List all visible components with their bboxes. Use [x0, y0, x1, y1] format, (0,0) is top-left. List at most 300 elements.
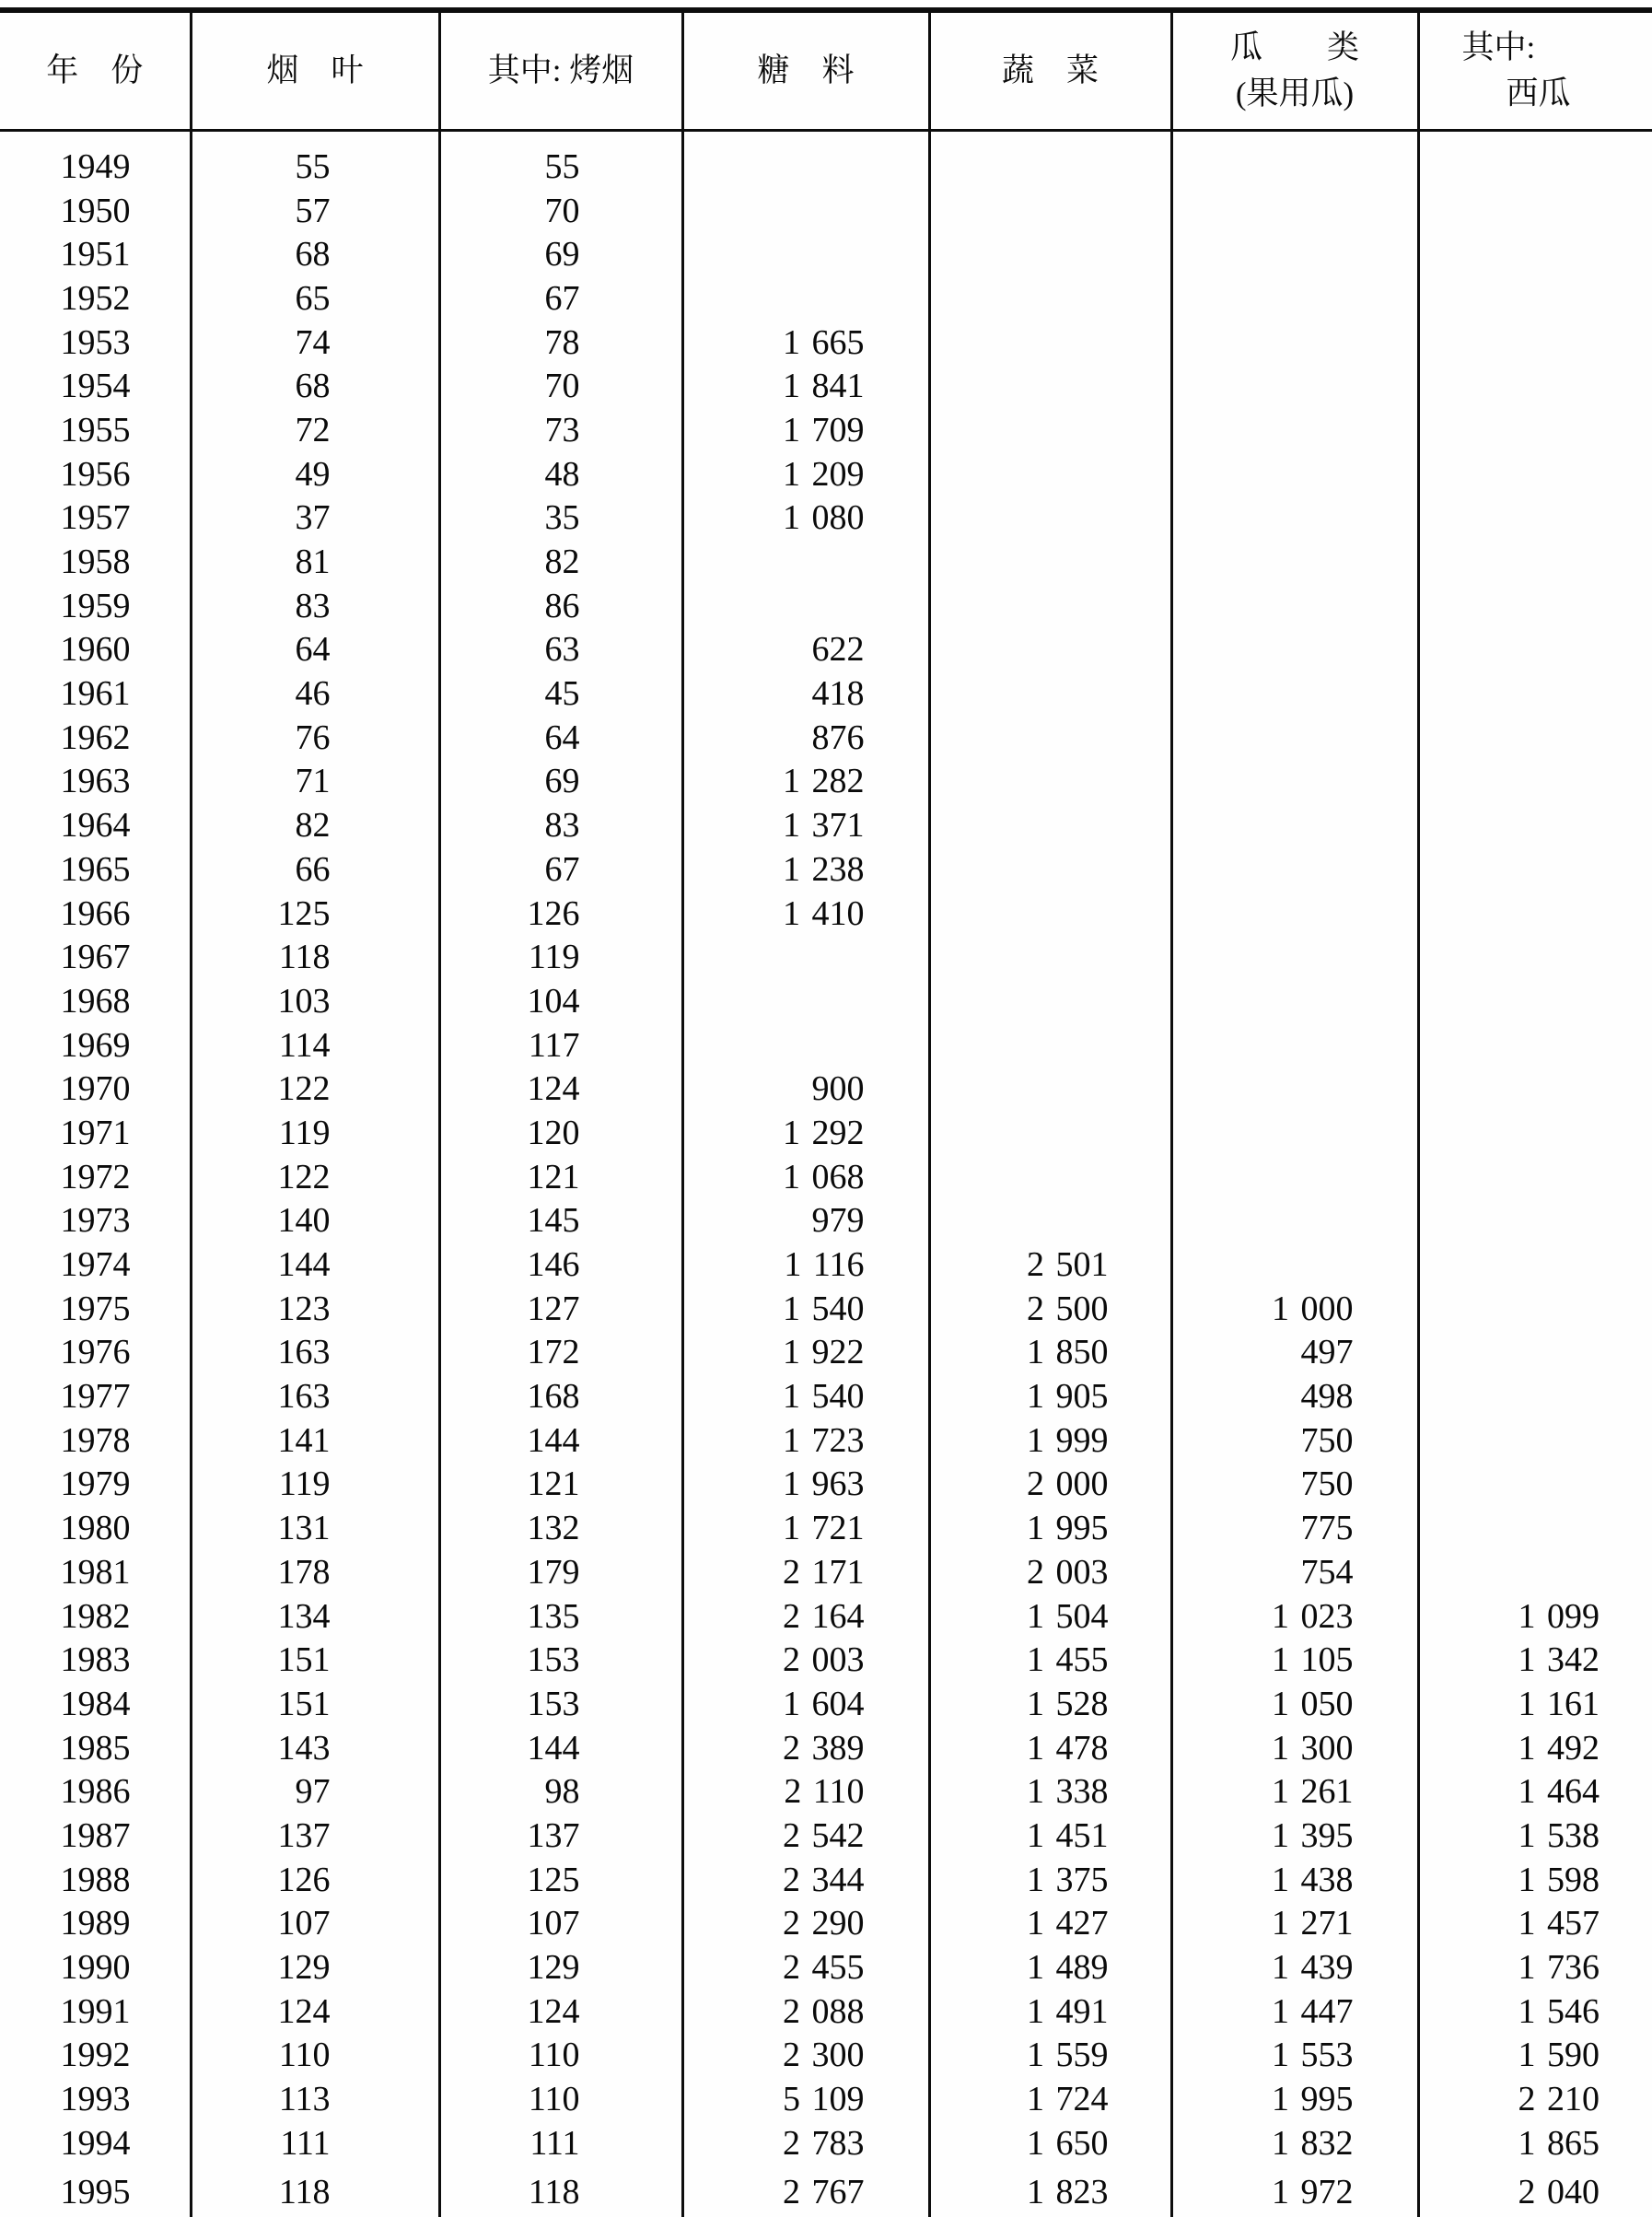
table-row	[0, 716, 1652, 760]
cell-flue-cured-tobacco: 126	[439, 892, 682, 936]
cell-vegetables	[929, 232, 1171, 276]
column-header-year-label: 年 份	[46, 53, 144, 88]
column-header-watermelon-label-line2: 西瓜	[1506, 76, 1571, 111]
cell-flue-cured-tobacco: 35	[439, 496, 682, 541]
cell-flue-cured-tobacco: 64	[439, 716, 682, 760]
cell-year: 1960	[60, 630, 131, 670]
cell-watermelon	[1418, 1463, 1652, 1507]
cell-flue-cured-tobacco: 67	[439, 276, 682, 321]
cell-vegetables: 1 650	[929, 2121, 1171, 2165]
cell-sugar-crops	[682, 584, 929, 628]
cell-year: 1989	[60, 1904, 131, 1943]
cell-watermelon: 1 161	[1418, 1682, 1652, 1726]
column-header-watermelon	[1418, 10, 1652, 131]
cell-sugar-crops: 1 371	[682, 803, 929, 847]
cell-tobacco: 151	[191, 1638, 439, 1682]
cell-watermelon	[1418, 452, 1652, 496]
cell-flue-cured-tobacco: 121	[439, 1155, 682, 1199]
cell-watermelon	[1418, 1199, 1652, 1243]
cell-flue-cured-tobacco: 118	[439, 2165, 682, 2217]
cell-year: 1992	[60, 2036, 131, 2075]
cell-watermelon: 1 598	[1418, 1858, 1652, 1902]
cell-watermelon	[1418, 892, 1652, 936]
cell-watermelon	[1418, 671, 1652, 716]
cell-watermelon	[1418, 1111, 1652, 1155]
table-row	[0, 452, 1652, 496]
cell-flue-cured-tobacco: 127	[439, 1287, 682, 1331]
cell-vegetables	[929, 321, 1171, 365]
cell-year: 1990	[60, 1948, 131, 1988]
cell-sugar-crops: 2 767	[682, 2165, 929, 2217]
cell-melons: 1 105	[1171, 1638, 1418, 1682]
cell-vegetables	[929, 276, 1171, 321]
cell-melons: 1 300	[1171, 1726, 1418, 1770]
cell-year: 1965	[60, 849, 131, 889]
cell-flue-cured-tobacco: 55	[439, 131, 682, 189]
cell-sugar-crops: 1 068	[682, 1155, 929, 1199]
cell-melons	[1171, 1155, 1418, 1199]
cell-melons: 1 995	[1171, 2077, 1418, 2121]
cell-tobacco: 163	[191, 1331, 439, 1375]
cell-melons	[1171, 189, 1418, 233]
cell-tobacco: 126	[191, 1858, 439, 1902]
cell-sugar-crops: 1 721	[682, 1506, 929, 1550]
column-header-melons-label-line1: 瓜 类	[1229, 29, 1359, 65]
table-row	[0, 979, 1652, 1023]
cell-tobacco: 111	[191, 2121, 439, 2165]
cell-vegetables: 1 905	[929, 1374, 1171, 1418]
cell-sugar-crops: 1 292	[682, 1111, 929, 1155]
cell-tobacco: 83	[191, 584, 439, 628]
table-row	[0, 1550, 1652, 1594]
table-row	[0, 2121, 1652, 2165]
cell-melons: 1 553	[1171, 2034, 1418, 2078]
table-row	[0, 1638, 1652, 1682]
cell-vegetables	[929, 892, 1171, 936]
cell-tobacco: 163	[191, 1374, 439, 1418]
cell-flue-cured-tobacco: 48	[439, 452, 682, 496]
cell-year: 1982	[60, 1596, 131, 1636]
column-header-sugar-crops	[682, 10, 929, 131]
cell-tobacco: 151	[191, 1682, 439, 1726]
cell-year: 1972	[60, 1157, 131, 1196]
table-row	[0, 2165, 1652, 2217]
cell-vegetables: 1 375	[929, 1858, 1171, 1902]
cell-watermelon	[1418, 321, 1652, 365]
cell-year: 1975	[60, 1289, 131, 1328]
cell-vegetables: 1 491	[929, 1989, 1171, 2034]
cell-year: 1959	[60, 586, 131, 625]
cell-year: 1976	[60, 1333, 131, 1372]
cell-flue-cured-tobacco: 120	[439, 1111, 682, 1155]
cell-tobacco: 49	[191, 452, 439, 496]
cell-melons	[1171, 321, 1418, 365]
cell-flue-cured-tobacco: 86	[439, 584, 682, 628]
cell-tobacco: 72	[191, 408, 439, 452]
cell-vegetables	[929, 452, 1171, 496]
cell-vegetables: 1 823	[929, 2165, 1171, 2217]
cell-year: 1958	[60, 543, 131, 582]
cell-tobacco: 68	[191, 232, 439, 276]
cell-watermelon: 1 492	[1418, 1726, 1652, 1770]
cell-watermelon	[1418, 1155, 1652, 1199]
cell-vegetables	[929, 935, 1171, 979]
table-row	[0, 189, 1652, 233]
table-row	[0, 935, 1652, 979]
cell-year: 1977	[60, 1377, 131, 1417]
cell-year: 1969	[60, 1025, 131, 1065]
cell-sugar-crops: 1 238	[682, 847, 929, 892]
table-row	[0, 892, 1652, 936]
cell-melons	[1171, 803, 1418, 847]
cell-flue-cured-tobacco: 172	[439, 1331, 682, 1375]
cell-year: 1971	[60, 1113, 131, 1152]
cell-vegetables: 2 000	[929, 1463, 1171, 1507]
table-row	[0, 1945, 1652, 1989]
cell-tobacco: 76	[191, 716, 439, 760]
column-header-sugar-crops-label: 糖 料	[757, 53, 855, 88]
cell-sugar-crops: 2 171	[682, 1550, 929, 1594]
cell-melons	[1171, 1243, 1418, 1287]
cell-year: 1950	[60, 191, 131, 230]
cell-tobacco: 64	[191, 628, 439, 672]
cell-flue-cured-tobacco: 110	[439, 2034, 682, 2078]
cell-tobacco: 68	[191, 364, 439, 408]
column-header-tobacco	[191, 10, 439, 131]
table-row	[0, 2034, 1652, 2078]
cell-melons: 1 972	[1171, 2165, 1418, 2217]
cell-vegetables: 1 559	[929, 2034, 1171, 2078]
cell-melons: 750	[1171, 1418, 1418, 1463]
table-row	[0, 1814, 1652, 1858]
cell-sugar-crops: 900	[682, 1067, 929, 1111]
cell-year: 1994	[60, 2123, 131, 2163]
cell-flue-cured-tobacco: 146	[439, 1243, 682, 1287]
cell-watermelon: 1 546	[1418, 1989, 1652, 2034]
cell-year: 1985	[60, 1728, 131, 1768]
cell-melons: 754	[1171, 1550, 1418, 1594]
cell-year: 1953	[60, 322, 131, 362]
cell-sugar-crops: 1 080	[682, 496, 929, 541]
cell-sugar-crops: 1 410	[682, 892, 929, 936]
cell-melons	[1171, 584, 1418, 628]
cell-sugar-crops: 2 088	[682, 1989, 929, 2034]
cell-vegetables: 1 528	[929, 1682, 1171, 1726]
cell-melons	[1171, 496, 1418, 541]
cell-flue-cured-tobacco: 111	[439, 2121, 682, 2165]
column-header-melons	[1171, 10, 1418, 131]
cell-vegetables	[929, 1067, 1171, 1111]
cell-tobacco: 119	[191, 1463, 439, 1507]
cell-year: 1991	[60, 1991, 131, 2031]
cell-sugar-crops: 876	[682, 716, 929, 760]
cell-sugar-crops: 1 540	[682, 1374, 929, 1418]
cell-tobacco: 144	[191, 1243, 439, 1287]
cell-vegetables	[929, 628, 1171, 672]
table-row	[0, 628, 1652, 672]
cell-vegetables: 1 451	[929, 1814, 1171, 1858]
cell-vegetables	[929, 408, 1171, 452]
cell-melons	[1171, 847, 1418, 892]
cell-sugar-crops: 1 665	[682, 321, 929, 365]
cell-year: 1995	[60, 2172, 131, 2211]
cell-vegetables	[929, 584, 1171, 628]
cell-flue-cured-tobacco: 153	[439, 1682, 682, 1726]
cell-vegetables	[929, 760, 1171, 804]
cell-melons: 1 023	[1171, 1594, 1418, 1639]
table-row	[0, 1374, 1652, 1418]
cell-watermelon: 1 342	[1418, 1638, 1652, 1682]
table-row	[0, 1287, 1652, 1331]
column-header-year	[0, 10, 191, 131]
cell-melons: 1 395	[1171, 1814, 1418, 1858]
cell-sugar-crops: 1 922	[682, 1331, 929, 1375]
cell-year: 1966	[60, 893, 131, 933]
cell-watermelon	[1418, 364, 1652, 408]
cell-flue-cured-tobacco: 135	[439, 1594, 682, 1639]
cell-melons: 775	[1171, 1506, 1418, 1550]
table-row	[0, 408, 1652, 452]
cell-watermelon	[1418, 716, 1652, 760]
table-row	[0, 1418, 1652, 1463]
cell-year: 1981	[60, 1552, 131, 1592]
cell-vegetables: 2 501	[929, 1243, 1171, 1287]
cell-melons	[1171, 760, 1418, 804]
cell-melons: 1 447	[1171, 1989, 1418, 2034]
cell-flue-cured-tobacco: 121	[439, 1463, 682, 1507]
cell-watermelon: 1 590	[1418, 2034, 1652, 2078]
cell-sugar-crops: 418	[682, 671, 929, 716]
cell-watermelon	[1418, 540, 1652, 584]
cell-watermelon	[1418, 584, 1652, 628]
table-row	[0, 1594, 1652, 1639]
cell-sugar-crops: 1 709	[682, 408, 929, 452]
cell-melons	[1171, 671, 1418, 716]
cell-watermelon: 1 464	[1418, 1769, 1652, 1814]
cell-flue-cured-tobacco: 144	[439, 1726, 682, 1770]
header-row	[0, 10, 1652, 131]
cell-sugar-crops	[682, 232, 929, 276]
cell-melons	[1171, 892, 1418, 936]
column-header-vegetables	[929, 10, 1171, 131]
cell-melons	[1171, 408, 1418, 452]
cell-tobacco: 110	[191, 2034, 439, 2078]
cell-year: 1955	[60, 410, 131, 449]
cell-tobacco: 74	[191, 321, 439, 365]
cell-melons	[1171, 1023, 1418, 1068]
cell-sugar-crops: 1 723	[682, 1418, 929, 1463]
cell-tobacco: 103	[191, 979, 439, 1023]
table-row	[0, 1506, 1652, 1550]
cell-flue-cured-tobacco: 69	[439, 760, 682, 804]
cell-vegetables	[929, 189, 1171, 233]
cell-vegetables: 1 504	[929, 1594, 1171, 1639]
cell-tobacco: 55	[191, 131, 439, 189]
cell-melons: 1 050	[1171, 1682, 1418, 1726]
cell-tobacco: 37	[191, 496, 439, 541]
table-header	[0, 10, 1652, 131]
cell-flue-cured-tobacco: 124	[439, 1989, 682, 2034]
cell-watermelon: 2 210	[1418, 2077, 1652, 2121]
cell-vegetables: 1 995	[929, 1506, 1171, 1550]
cell-flue-cured-tobacco: 144	[439, 1418, 682, 1463]
cell-year: 1984	[60, 1684, 131, 1723]
table-row	[0, 1111, 1652, 1155]
cell-vegetables	[929, 1155, 1171, 1199]
cell-tobacco: 114	[191, 1023, 439, 1068]
cell-tobacco: 124	[191, 1989, 439, 2034]
cell-year: 1986	[60, 1772, 131, 1812]
cell-watermelon	[1418, 1374, 1652, 1418]
cell-flue-cured-tobacco: 145	[439, 1199, 682, 1243]
table-row	[0, 1463, 1652, 1507]
cell-year: 1954	[60, 367, 131, 406]
table-row	[0, 671, 1652, 716]
table-row	[0, 1858, 1652, 1902]
cell-sugar-crops: 2 344	[682, 1858, 929, 1902]
cell-sugar-crops: 1 116	[682, 1243, 929, 1287]
cell-year: 1949	[60, 146, 131, 186]
cell-watermelon	[1418, 1506, 1652, 1550]
cell-melons: 750	[1171, 1463, 1418, 1507]
cell-watermelon	[1418, 1023, 1652, 1068]
cell-watermelon	[1418, 496, 1652, 541]
cell-flue-cured-tobacco: 168	[439, 1374, 682, 1418]
cell-flue-cured-tobacco: 70	[439, 364, 682, 408]
crops-sown-area-table	[0, 7, 1652, 2217]
cell-vegetables: 1 850	[929, 1331, 1171, 1375]
table-body	[0, 131, 1652, 2217]
cell-watermelon	[1418, 1550, 1652, 1594]
cell-watermelon	[1418, 1287, 1652, 1331]
cell-year: 1974	[60, 1245, 131, 1285]
cell-watermelon	[1418, 232, 1652, 276]
cell-vegetables: 1 724	[929, 2077, 1171, 2121]
cell-flue-cured-tobacco: 67	[439, 847, 682, 892]
cell-flue-cured-tobacco: 45	[439, 671, 682, 716]
cell-watermelon: 1 538	[1418, 1814, 1652, 1858]
cell-sugar-crops: 2 389	[682, 1726, 929, 1770]
table-row	[0, 760, 1652, 804]
column-header-flue-cured-tobacco	[439, 10, 682, 131]
cell-tobacco: 107	[191, 1902, 439, 1946]
column-header-watermelon-label-line1: 其中:	[1461, 29, 1536, 65]
cell-tobacco: 141	[191, 1418, 439, 1463]
cell-tobacco: 140	[191, 1199, 439, 1243]
table-row	[0, 1243, 1652, 1287]
cell-melons	[1171, 1111, 1418, 1155]
cell-watermelon	[1418, 847, 1652, 892]
cell-year: 1951	[60, 235, 131, 274]
cell-sugar-crops: 2 455	[682, 1945, 929, 1989]
cell-vegetables	[929, 803, 1171, 847]
table-row	[0, 584, 1652, 628]
cell-watermelon: 1 457	[1418, 1902, 1652, 1946]
cell-year: 1964	[60, 806, 131, 846]
cell-watermelon: 2 040	[1418, 2165, 1652, 2217]
cell-vegetables	[929, 1111, 1171, 1155]
cell-year: 1973	[60, 1201, 131, 1241]
cell-sugar-crops: 979	[682, 1199, 929, 1243]
cell-flue-cured-tobacco: 132	[439, 1506, 682, 1550]
table-row	[0, 364, 1652, 408]
cell-melons	[1171, 1067, 1418, 1111]
column-header-flue-cured-tobacco-label: 其中: 烤烟	[487, 53, 634, 88]
cell-vegetables	[929, 364, 1171, 408]
table-row	[0, 1155, 1652, 1199]
cell-year: 1961	[60, 674, 131, 714]
cell-flue-cured-tobacco: 119	[439, 935, 682, 979]
cell-tobacco: 66	[191, 847, 439, 892]
cell-melons: 497	[1171, 1331, 1418, 1375]
cell-tobacco: 118	[191, 2165, 439, 2217]
cell-watermelon	[1418, 979, 1652, 1023]
cell-tobacco: 122	[191, 1067, 439, 1111]
cell-watermelon	[1418, 1243, 1652, 1287]
cell-tobacco: 134	[191, 1594, 439, 1639]
cell-melons: 1 271	[1171, 1902, 1418, 1946]
cell-sugar-crops: 1 604	[682, 1682, 929, 1726]
cell-vegetables	[929, 671, 1171, 716]
cell-year: 1967	[60, 938, 131, 977]
table-row	[0, 131, 1652, 189]
cell-flue-cured-tobacco: 98	[439, 1769, 682, 1814]
cell-vegetables	[929, 1199, 1171, 1243]
cell-sugar-crops: 1 841	[682, 364, 929, 408]
cell-melons	[1171, 540, 1418, 584]
table-row	[0, 540, 1652, 584]
cell-sugar-crops: 1 540	[682, 1287, 929, 1331]
cell-flue-cured-tobacco: 125	[439, 1858, 682, 1902]
cell-vegetables: 1 489	[929, 1945, 1171, 1989]
cell-year: 1957	[60, 498, 131, 538]
cell-vegetables: 1 455	[929, 1638, 1171, 1682]
cell-tobacco: 97	[191, 1769, 439, 1814]
cell-sugar-crops: 1 963	[682, 1463, 929, 1507]
cell-vegetables: 1 427	[929, 1902, 1171, 1946]
cell-tobacco: 129	[191, 1945, 439, 1989]
cell-sugar-crops: 2 300	[682, 2034, 929, 2078]
cell-melons	[1171, 1199, 1418, 1243]
cell-flue-cured-tobacco: 69	[439, 232, 682, 276]
table-row	[0, 2077, 1652, 2121]
cell-sugar-crops	[682, 979, 929, 1023]
cell-watermelon	[1418, 935, 1652, 979]
cell-melons	[1171, 935, 1418, 979]
table-row	[0, 1331, 1652, 1375]
cell-vegetables: 2 500	[929, 1287, 1171, 1331]
cell-tobacco: 118	[191, 935, 439, 979]
cell-sugar-crops	[682, 1023, 929, 1068]
column-header-melons-label-line2: (果用瓜)	[1235, 76, 1355, 111]
cell-watermelon	[1418, 760, 1652, 804]
cell-tobacco: 122	[191, 1155, 439, 1199]
cell-tobacco: 125	[191, 892, 439, 936]
cell-sugar-crops: 2 290	[682, 1902, 929, 1946]
cell-sugar-crops	[682, 131, 929, 189]
cell-melons	[1171, 452, 1418, 496]
cell-melons	[1171, 364, 1418, 408]
table-row	[0, 1726, 1652, 1770]
cell-year: 1956	[60, 454, 131, 494]
table-row	[0, 847, 1652, 892]
cell-vegetables	[929, 1023, 1171, 1068]
cell-vegetables	[929, 131, 1171, 189]
cell-tobacco: 123	[191, 1287, 439, 1331]
table-row	[0, 276, 1652, 321]
cell-year: 1993	[60, 2080, 131, 2119]
cell-sugar-crops: 5 109	[682, 2077, 929, 2121]
